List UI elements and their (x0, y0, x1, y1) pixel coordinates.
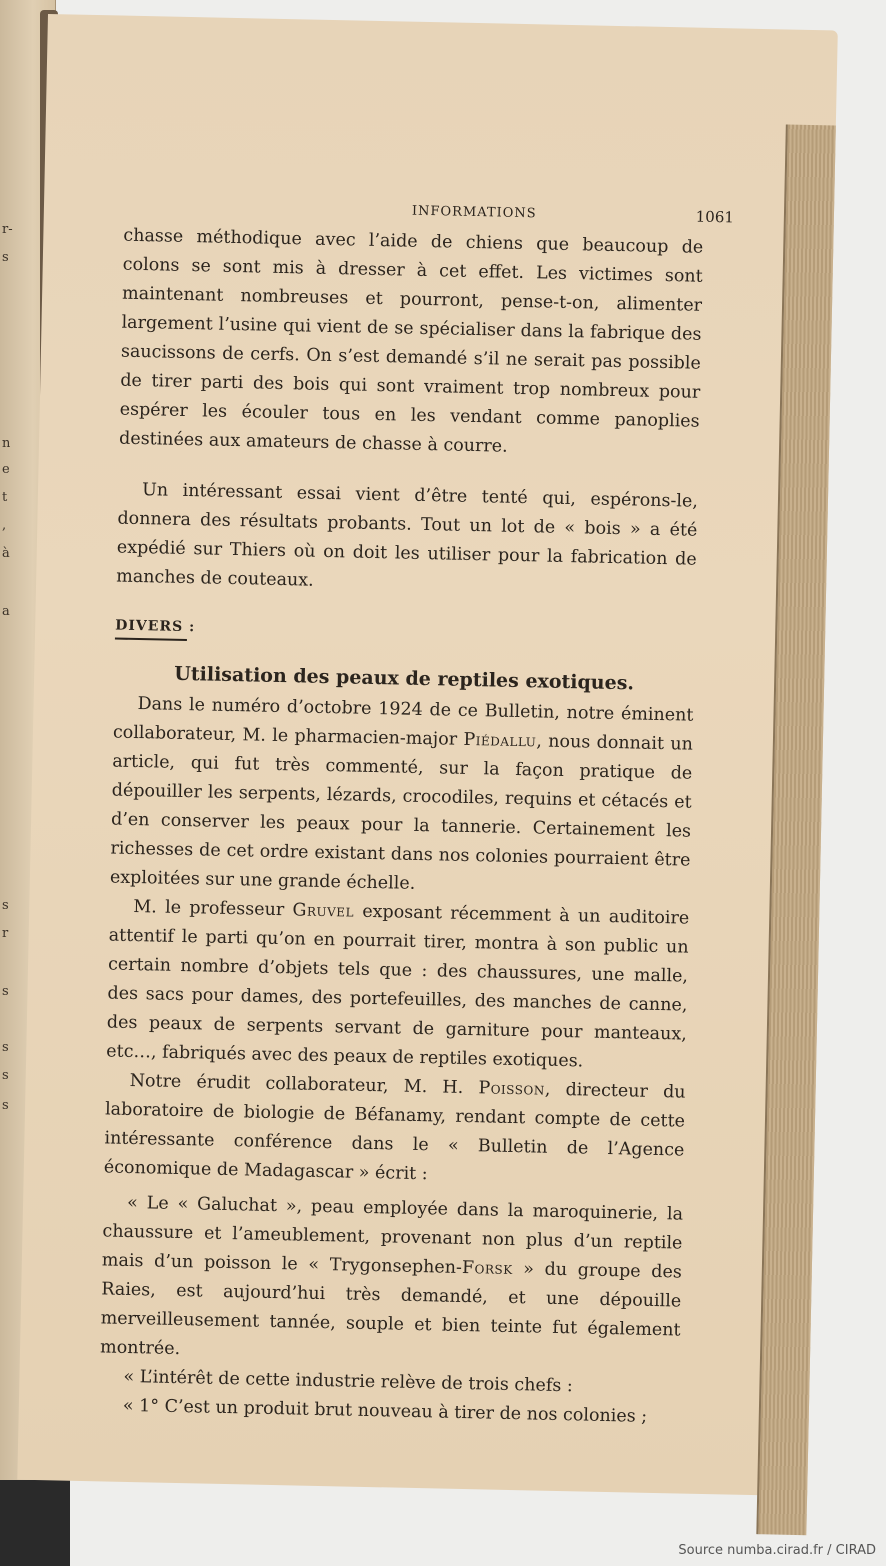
author-name: Poisson (478, 1078, 546, 1100)
author-name: Piédallu (463, 729, 537, 752)
page-content (99, 196, 735, 1433)
author-name: Gruvel (292, 900, 355, 922)
left-margin-fragment: e (2, 462, 10, 477)
paragraph (106, 892, 690, 1078)
section-rule (115, 638, 187, 642)
paragraph (104, 1066, 686, 1194)
running-head: INFORMATIONS (411, 203, 537, 222)
left-margin-fragment: r- (2, 222, 13, 237)
paragraph: « L’intérêt de cette industrie relève de trois chefs : (123, 1366, 573, 1397)
author-name: Forsk (461, 1257, 513, 1280)
paragraph-text: » du groupe des Raies, est aujourd’hui très demandé, et une dépouille merveilleusement tannée, souple et bien teinte fut également montrée. (99, 1259, 683, 1360)
paragraph (100, 1188, 684, 1374)
paragraph-text: Notre érudit collaborateur, M. H. (129, 1070, 479, 1099)
paragraph-text: M. le professeur (133, 896, 293, 921)
left-margin-fragment: , (2, 518, 7, 533)
paragraph-text: « Le « Galuchat », peau employée dans la maroquinerie, la chaussure et l’ameublement, provenant non plus d’un reptile mais d’un poisson le « Trygonsephen- (101, 1192, 684, 1278)
left-margin-fragment: t (2, 490, 8, 505)
paragraph-text: Dans le numéro d’octobre 1924 de ce Bulletin, notre éminent collaborateur, M. le pharmacien-major (112, 694, 694, 750)
left-margin-fragment: à (2, 546, 10, 561)
left-margin-fragment: s (2, 1098, 9, 1113)
left-margin-fragment: s (2, 898, 9, 913)
page-number: 1061 (695, 207, 735, 227)
left-margin-fragment: s (2, 984, 9, 999)
paragraph (110, 690, 694, 905)
book-page (17, 14, 838, 1496)
left-margin-fragment: n (2, 436, 11, 451)
paragraph-text: , nous donnait un article, qui fut très commenté, sur la façon pratique de dépouiller les serpents, lézards, crocodiles, requins et cétacés et d’en conserver les peaux pour la tannerie. Certainement les richesses de cet ordre existant dans nos colonies pourraient être exploitées sur une grande échelle. (109, 731, 694, 894)
paragraph: « 1° C’est un produit brut nouveau à tirer de nos colonies ; (122, 1395, 648, 1427)
article-heading: Utilisation des peaux de reptiles exotiques. (174, 662, 635, 695)
left-margin-fragment: s (2, 250, 9, 265)
paragraph-text: exposant récemment à un auditoire attentif le parti qu’on en pourrait tirer, montra à son public un certain nombre d’objets tels que : des chaussures, une malle, des sacs pour dames, des portefeuilles, des manches de canne, des peaux de serpents servant de garniture pour manteaux, etc…, fabriqués avec des peaux de reptiles exotiques. (106, 901, 690, 1072)
paragraph: chasse méthodique avec l’aide de chiens que beaucoup de colons se sont mis à dresser à cet effet. Les victimes sont maintenant nombreuses et pourront, pense-t-on, alimenter largement l’usine qui vient de se spécialiser dans la fabrique des saucissons de cerfs. On s’est demandé s’il ne serait pas possible de tirer parti des bois qui sont vraiment trop nombreux pour espérer les écouler tous en les vendant comme panoplies destinées aux amateurs de chasse à courre. (118, 225, 704, 457)
paragraph: Un intéressant essai vient d’être tenté qui, espérons-le, donnera des résultats probants. Tout un lot de « bois » a été expédié sur Thiers où on doit les utiliser pour la fabrication de manches de couteaux. (116, 480, 699, 591)
left-margin-fragment: r (2, 926, 9, 941)
section-label: DIVERS : (115, 617, 196, 636)
paragraph-text: , directeur du laboratoire de biologie de Béfanamy, rendant compte de cette intéressante conférence dans le « Bulletin de l’Agence économique de Madagascar » écrit : (103, 1079, 686, 1185)
left-margin-fragment: s (2, 1068, 9, 1083)
left-margin-fragment: a (2, 604, 10, 619)
left-margin-fragment: s (2, 1040, 9, 1055)
source-credit: Source numba.cirad.fr / CIRAD (678, 1543, 876, 1558)
